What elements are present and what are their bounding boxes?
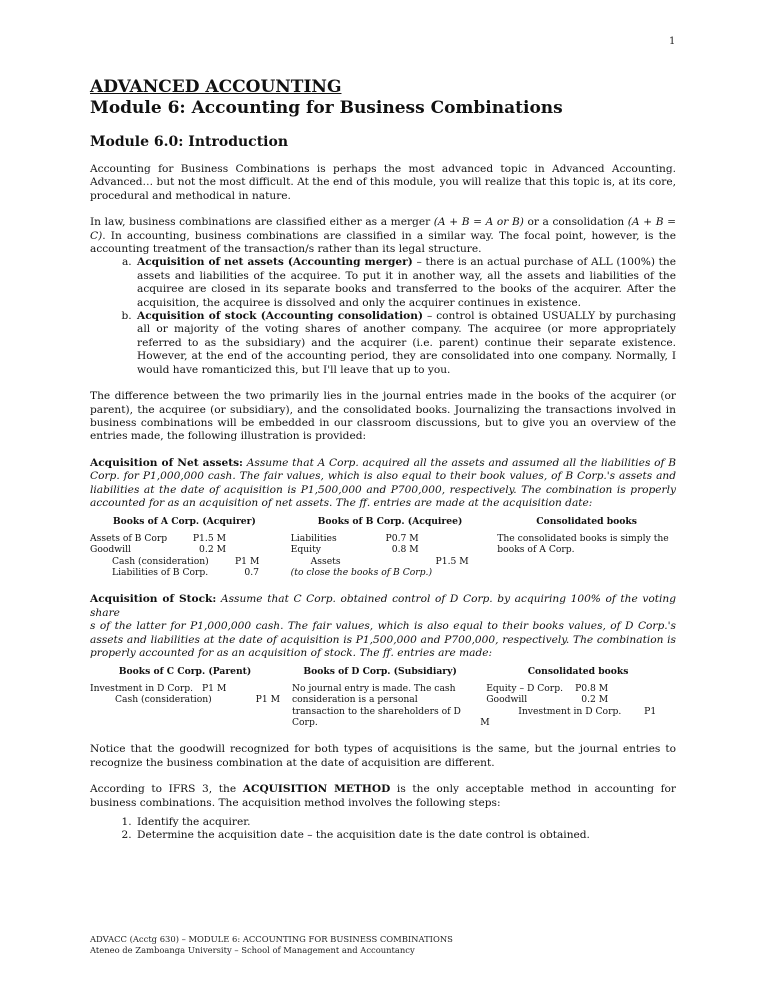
classification-list	[90, 256, 676, 377]
page-footer	[90, 934, 453, 956]
journal-entry-row: Goodwill 0.2 M	[486, 694, 609, 706]
journal-entry-note: (to close the books of B Corp.)	[290, 566, 433, 578]
parent-books	[90, 666, 280, 728]
column-heading: Consolidated books	[527, 666, 629, 678]
journal-entry-row: Assets P1.5 M	[310, 555, 469, 567]
consolidated-note: The consolidated books is simply the books of A Corp.	[497, 532, 669, 556]
page-number: 1	[669, 36, 676, 47]
journal-entry-row: Liabilities of B Corp. 0.7	[112, 566, 259, 578]
ifrs-paragraph: According to IFRS 3, the ACQUISITION METHOD is the only acceptable method in accounting for business combinations. The acquisition method involves the following steps:	[90, 783, 676, 809]
journal-entry-row: Equity – D Corp. P0.8 M	[486, 682, 609, 694]
wrapped-text: M	[480, 717, 490, 729]
journal-entry-row: Investment in D Corp. P1	[518, 705, 657, 717]
example-text: Assume that A Corp. acquired all the assets and assumed all the liabilities of B Corp. for P1,000,000 cash. The fair values, which is also equal to their book values, of B Corp.'s assets and liabilities at the date of acquisition is P1,500,000 and P700,000, respectively. The combination is properly accounted for as an acquisition of net assets. The ff. entries are made at the acquisition date:	[90, 456, 676, 509]
steps-list	[90, 816, 676, 843]
list-item: 1. Identify the acquirer.	[135, 816, 676, 829]
stock-example	[90, 593, 676, 660]
document-body	[90, 77, 676, 856]
text: . In accounting, business combinations are classified in a similar way. The focal point, however, is the accounting treatment of the transaction/s rather than its legal structure.	[90, 229, 676, 256]
list-item-term: Acquisition of stock (Accounting consolidation)	[137, 310, 423, 323]
intro-paragraph-1: Accounting for Business Combinations is perhaps the most advanced topic in Advanced Accounting. Advanced… but not the most difficult. At the end of this module, you will realize that this topic is, at its core, procedural and methodical in nature.	[90, 163, 676, 202]
net-assets-illustration	[90, 516, 676, 578]
list-item-term: Acquisition of net assets (Accounting merger)	[137, 256, 413, 269]
text: or a consolidation	[523, 216, 628, 229]
footer-line-2: Ateneo de Zamboanga University – School of Management and Accountancy	[90, 945, 415, 955]
column-heading: Books of C Corp. (Parent)	[118, 666, 252, 678]
net-assets-example	[90, 457, 676, 511]
merger-formula: (A + B = A or B)	[433, 216, 524, 229]
consolidated-books	[489, 516, 676, 578]
list-item: 2. Determine the acquisition date – the acquisition date is the date control is obtained.	[135, 829, 676, 842]
text: In law, business combinations are classified either as a merger	[90, 216, 434, 229]
column-heading: Books of B Corp. (Acquiree)	[317, 516, 463, 528]
journal-entry-row: Cash (consideration) P1 M	[112, 555, 260, 567]
subsidiary-note: No journal entry is made. The cash consideration is a personal transaction to the shareholders of D Corp.	[292, 682, 461, 729]
list-item-text: – control is obtained USUALLY by purchasing all or majority of the voting shares of another company. The acquiree (or more appropriately referred to as the subsidiary) and the acquirer (i.e. parent) continue their separate existence. However, at the end of the accounting period, they are consolidated into one company. Normally, I would have romanticized this, but I'll leave that up to you.	[137, 310, 677, 376]
example-text: Assume that C Corp. obtained control of D Corp. by acquiring 100% of the voting share	[90, 593, 676, 619]
journal-entry-row: Liabilities P0.7 M	[290, 532, 419, 544]
notice-paragraph: Notice that the goodwill recognized for both types of acquisitions is the same, but the journal entries to recognize the business combination at the date of acquisition are different.	[90, 743, 676, 769]
course-title: ADVANCED ACCOUNTING	[90, 77, 342, 97]
difference-paragraph: The difference between the two primarily lies in the journal entries made in the books of the acquirer (or parent), the acquiree (or subsidiary), and the consolidated books. Journalizing the transactions involved in business combinations will be embedded in our classroom discussions, but to give you an overview of the entries made, the following illustration is provided:	[90, 390, 676, 443]
section-title: Module 6.0: Introduction	[90, 134, 289, 150]
intro-paragraph-2	[90, 216, 676, 256]
list-item	[135, 310, 676, 377]
list-item-text: – there is an actual purchase of ALL (100%) the assets and liabilities of the acquiree. To put it in another way, all the assets and liabilities of the acquiree are closed in its separate books and transferred to the books of the acquirer. After the acquisition, the acquiree is dissolved and only the acquirer continues in existence.	[137, 256, 676, 309]
journal-entry-row: Cash (consideration) P1 M	[115, 694, 280, 706]
journal-entry-row: Equity 0.8 M	[290, 544, 419, 556]
list-item	[135, 256, 676, 310]
acquiree-books	[279, 516, 490, 578]
journal-entry-row: Goodwill 0.2 M	[90, 544, 226, 556]
acquirer-books	[90, 516, 279, 578]
example-text: s of the latter for P1,000,000 cash. The fair values, which is also equal to their books values, of D Corp.'s assets and liabilities at the date of acquisition is P1,500,000 and P700,000, respectively. The combination is properly accounted for as an acquisition of stock. The ff. entries are made:	[90, 620, 676, 659]
stock-illustration	[90, 666, 676, 728]
column-heading: Books of A Corp. (Acquirer)	[112, 516, 256, 528]
example-label: Acquisition of Net assets:	[90, 456, 243, 469]
footer-line-1: ADVACC (Acctg 630) – MODULE 6: ACCOUNTING FOR BUSINESS COMBINATIONS	[90, 934, 453, 944]
subsidiary-books	[280, 666, 468, 728]
acquisition-method-term: ACQUISITION METHOD	[242, 783, 391, 796]
journal-entry-row: Investment in D Corp. P1 M	[90, 682, 227, 694]
module-title: Module 6: Accounting for Business Combinations	[90, 98, 563, 118]
column-heading: Books of D Corp. (Subsidiary)	[303, 666, 457, 678]
journal-entry-row: Assets of B Corp P1.5 M	[90, 532, 226, 544]
stock-consolidated-books	[468, 666, 676, 728]
example-label: Acquisition of Stock:	[90, 593, 217, 606]
column-heading: Consolidated books	[536, 516, 637, 528]
consolidation-formula: (A + B = C)	[90, 216, 676, 242]
